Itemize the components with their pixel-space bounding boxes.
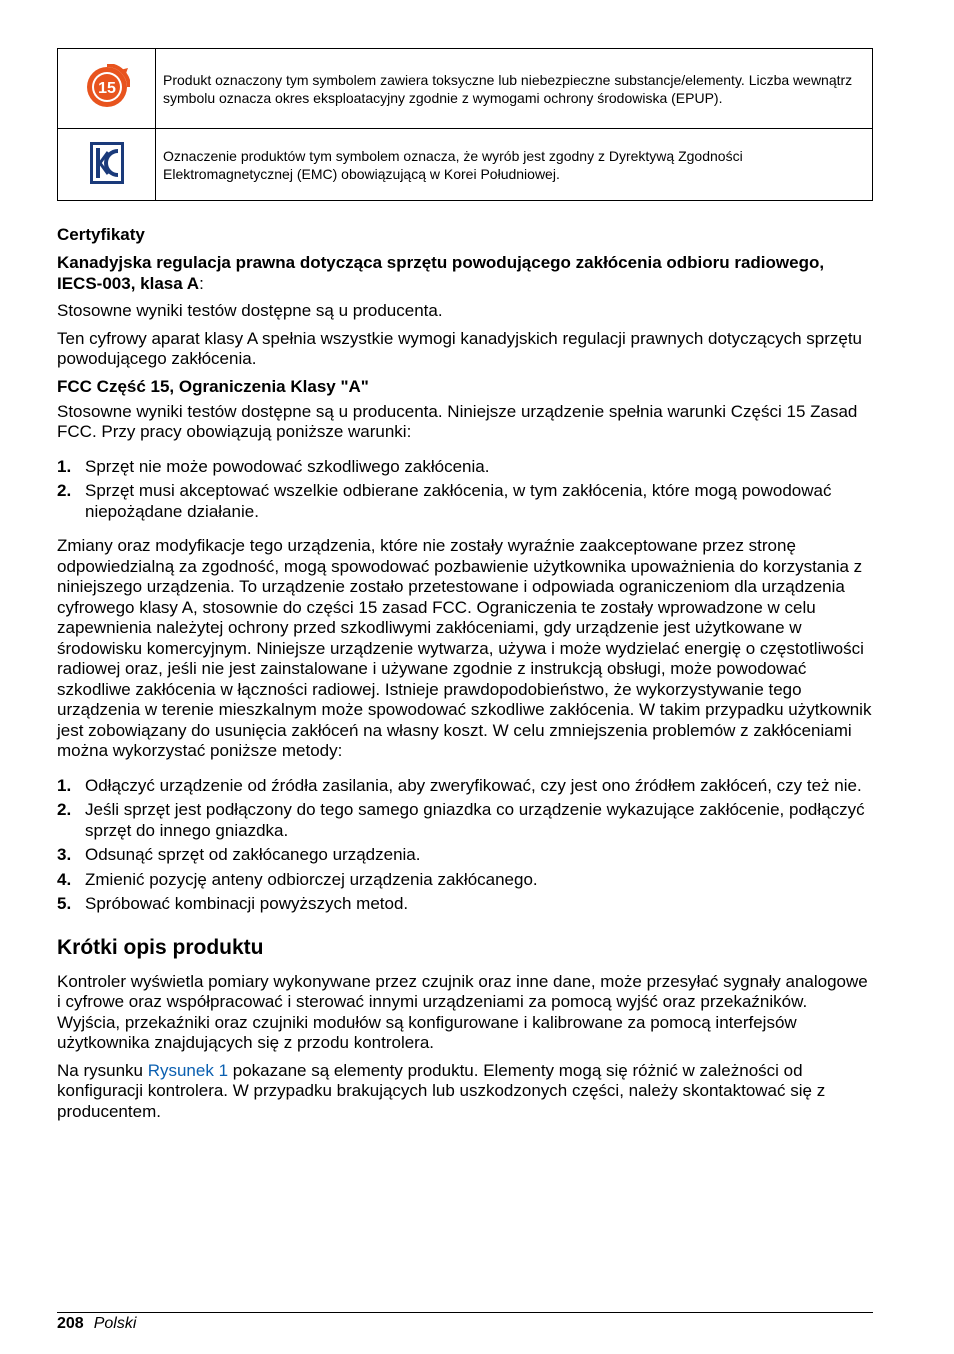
list-item [57, 800, 873, 841]
canada-heading-text: Kanadyjska regulacja prawna dotycząca sprzętu powodującego zakłócenia odbioru radiowego, IECS-003, klasa A [57, 253, 825, 293]
changes-paragraph: Zmiany oraz modyfikacje tego urządzenia, które nie zostały wyraźnie zaakceptowane przez stronę odpowiedzialną za zgodność, mogą spowodować pozbawienie użytkownika upoważnienia do korzystania z niniejszego urządzenia. To urządzenie zostało przetestowane i odpowiada ograniczeniom dla urządzenia cyfrowego klasy A, stosownie do części 15 zasad FCC. Ograniczenia te zostały wprowadzone w celu zapewnienia należytej ochrony przed szkodliwymi zakłóceniami, gdy urządzenie jest użytkowane w środowisku komercyjnym. Niniejsze urządzenie wytwarza, używa i może wydzielać energię o częstotliwości radiowej oraz, jeśli nie jest zainstalowane i używane zgodnie z instrukcją obsługi, może powodować szkodliwe zakłócenia w łączności radiowej. Istnieje prawdopodobieństwo, że wykorzystywanie tego urządzenia w terenie mieszkalnym może spowodować szkodliwe zakłócenia. W takim przypadku użytkownik jest zobowiązany do usunięcia zakłóceń na własny koszt. W celu zmniejszenia problemów z zakłóceniami można wykorzystać poniższe metody: [57, 536, 872, 760]
symbol-cell [58, 49, 156, 129]
list-item [57, 845, 873, 866]
overview-paragraph-1: Kontroler wyświetla pomiary wykonywane przez czujnik oraz inne dane, może przesyłać sygnały analogowe i cyfrowe oraz współpracować i sterować innymi urządzeniami za pomocą wyjść oraz przekaźników. Wyjścia, przekaźniki oraz czujniki modułów są konfigurowane i kalibrowane za pomocą interfejsów użytkownika znajdujących się z przodu kontrolera. [57, 971, 868, 1052]
list-text: Sprzęt nie może powodować szkodliwego zakłócenia. [85, 456, 490, 476]
canada-heading [57, 253, 873, 294]
list-number: 1. [57, 456, 72, 476]
interference-methods-list [57, 776, 873, 915]
list-number: 2. [57, 481, 72, 500]
table-row [58, 129, 873, 201]
fcc-paragraph: Stosowne wyniki testów dostępne są u producenta. Niniejsze urządzenie spełnia warunki Części 15 Zasad FCC. Przy pracy obowiązują poniższe warunki: [57, 401, 858, 441]
page-footer [57, 1312, 873, 1334]
canada-paragraph-1: Stosowne wyniki testów dostępne są u producenta. [57, 301, 443, 320]
page-number: 208 [57, 1315, 84, 1332]
list-item [57, 457, 873, 478]
overview-paragraph-2 [57, 1061, 873, 1123]
overview-p2-before: Na rysunku [57, 1060, 148, 1080]
list-number: 3. [57, 845, 72, 864]
epup-number: 15 [97, 79, 116, 97]
overview-heading: Krótki opis produktu [57, 935, 264, 959]
symbol-cell [58, 129, 156, 201]
fcc-heading: FCC Część 15, Ograniczenia Klasy "A" [57, 376, 369, 396]
list-number: 2. [57, 800, 72, 819]
certyfikaty-heading: Certyfikaty [57, 225, 145, 244]
fcc-conditions-list [57, 457, 873, 523]
list-item [57, 481, 873, 522]
list-number: 1. [57, 775, 72, 795]
canada-heading-colon: : [199, 273, 204, 293]
symbol-description: Oznaczenie produktów tym symbolem oznacza, że wyrób jest zgodny z Dyrektywą Zgodności Elektromagnetycznej (EMC) obowiązującą w Korei Południowej. [156, 129, 873, 201]
figure-link[interactable]: Rysunek 1 [147, 1060, 229, 1080]
list-text: Odsunąć sprzęt od zakłócanego urządzenia. [85, 845, 421, 864]
footer-language: Polski [93, 1315, 137, 1332]
list-number: 4. [57, 869, 72, 889]
list-text: Sprzęt musi akceptować wszelkie odbierane zakłócenia, w tym zakłócenia, które mogą powodować niepożądane działanie. [85, 481, 832, 521]
list-text: Jeśli sprzęt jest podłączony do tego samego gniazdka co urządzenie wykazujące zakłócenie, podłączyć sprzęt do innego gniazdka. [85, 800, 865, 840]
kc-mark-icon [90, 142, 124, 184]
table-row [58, 49, 873, 129]
epup-15-icon [84, 64, 130, 110]
symbol-description: Produkt oznaczony tym symbolem zawiera toksyczne lub niebezpieczne substancje/elementy. Liczba wewnątrz symbolu oznacza okres eksploatacyjny zgodnie z wymogami ochrony środowiska (EPUP). [156, 49, 873, 129]
overview-p2-after: pokazane są elementy produktu. Elementy mogą się różnić w zależności od konfiguracji kontrolera. W przypadku brakujących lub uszkodzonych części, należy skontaktować się z producentem. [57, 1060, 826, 1121]
list-item [57, 776, 873, 797]
list-text: Odłączyć urządzenie od źródła zasilania, aby zweryfikować, czy jest ono źródłem zakłóceń, czy też nie. [85, 775, 862, 795]
list-item [57, 870, 873, 891]
list-number: 5. [57, 894, 72, 913]
list-text: Zmienić pozycję anteny odbiorczej urządzenia zakłócanego. [85, 869, 538, 889]
canada-paragraph-2: Ten cyfrowy aparat klasy A spełnia wszystkie wymogi kanadyjskich regulacji prawnych dotyczących sprzętu powodującego zakłócenia. [57, 328, 863, 368]
page-content [57, 48, 873, 1122]
symbols-table [57, 48, 873, 201]
list-text: Spróbować kombinacji powyższych metod. [85, 894, 409, 913]
list-item [57, 894, 873, 915]
